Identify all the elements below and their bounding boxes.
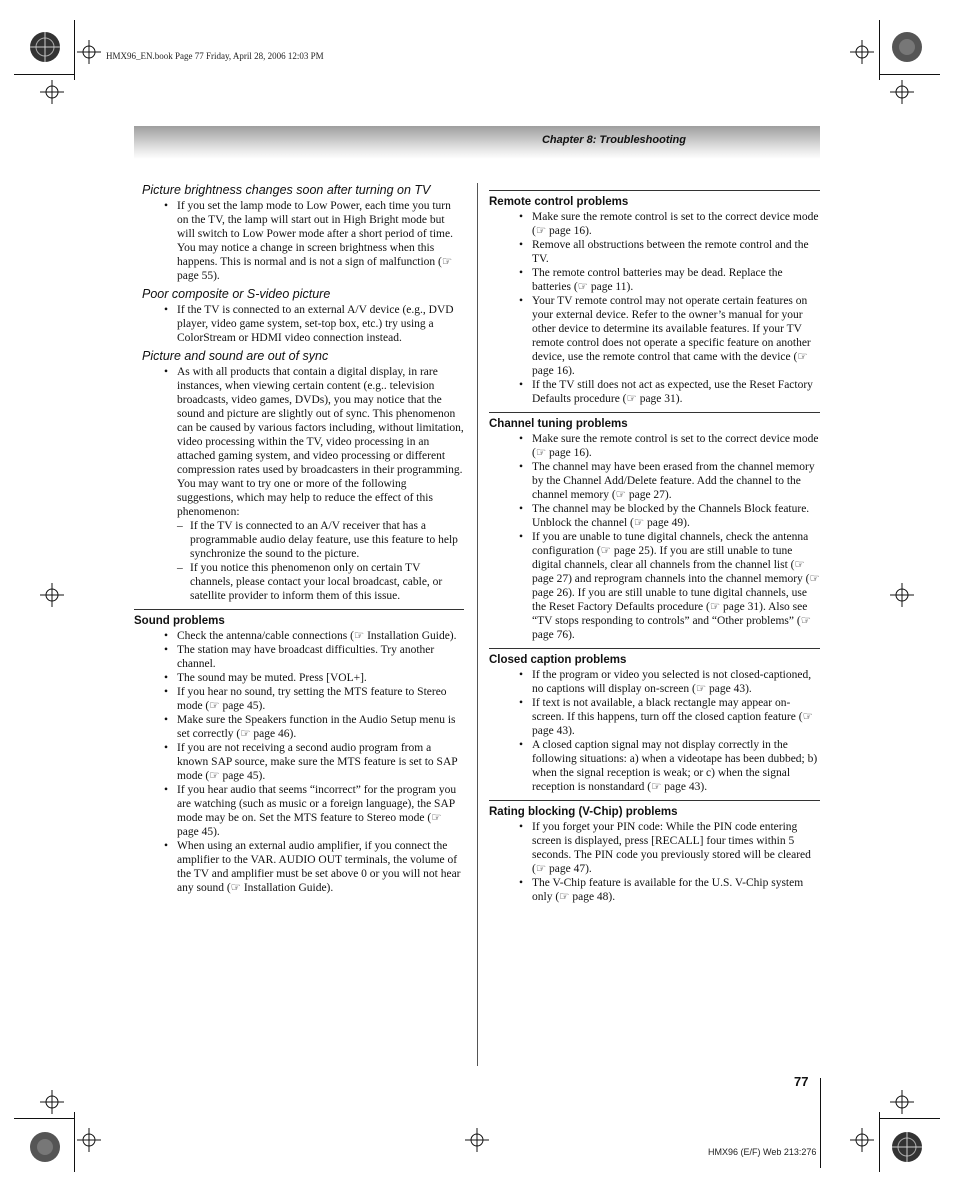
registration-dial-icon [28,1130,62,1164]
crosshair-icon [890,1090,914,1114]
crosshair-icon [465,1128,489,1152]
sound-list [134,629,464,895]
crosshair-icon [890,583,914,607]
list-item: • If you are unable to tune digital channels, check the antenna configuration (☞ page 25). If you are still unable to tune digital channels, clear all channels from the channel list (☞ page 27) and reprogram channels into the channel memory (☞ page 26). If you are still unable to tune digital channels, use the Reset Factory Defaults procedure (☞ page 31). Also see “TV stops responding to controls” and “Other problems” (☞ page 76). [489,530,820,642]
registration-dial-icon [890,30,924,64]
list-item: • When using an external audio amplifier, if you connect the amplifier to the VAR. AUDIO OUT terminals, the volume of the TV and amplifier must be set above 0 or you will not hear any sound (☞ Installation Guide). [134,839,464,895]
crosshair-icon [850,1128,874,1152]
list-item: • If the TV is connected to an external A/V device (e.g., DVD player, video game system, set-top box, etc.) try using a ColorStream or HDMI video connection instead. [134,303,464,345]
channel-heading: Channel tuning problems [489,412,820,431]
chapter-header-band [134,126,820,159]
sync-heading: Picture and sound are out of sync [142,349,329,363]
list-item: • The channel may be blocked by the Channels Block feature. Unblock the channel (☞ page 49). [489,502,820,530]
brightness-heading: Picture brightness changes soon after turning on TV [142,183,431,197]
list-item: • The channel may have been erased from the channel memory by the Channel Add/Delete feature. Add the channel to the channel memory (☞ page 27). [489,460,820,502]
caption-list [489,668,820,794]
list-item: • If you are not receiving a second audio program from a known SAP source, make sure the MTS feature is set to SAP mode (☞ page 45). [134,741,464,783]
crosshair-icon [890,80,914,104]
caption-heading: Closed caption problems [489,648,820,667]
list-item: • If you hear no sound, try setting the MTS feature to Stereo mode (☞ page 45). [134,685,464,713]
sub-list-item: – If you notice this phenomenon only on certain TV channels, please contact your local broadcast, cable, or satellite provider to inform them of this issue. [134,561,464,603]
list-item: • If you set the lamp mode to Low Power, each time you turn on the TV, the lamp will start out in High Bright mode but will switch to Low Power mode after a short period of time. You may notice a change in screen brightness when this happens. This is normal and is not a sign of malfunction (☞ page 55). [134,199,464,283]
list-item: • The V-Chip feature is available for the U.S. V-Chip system only (☞ page 48). [489,876,820,904]
left-column [134,183,464,895]
list-item: • Make sure the remote control is set to the correct device mode (☞ page 16). [489,210,820,238]
list-item: • Make sure the Speakers function in the Audio Setup menu is set correctly (☞ page 46). [134,713,464,741]
right-column [489,190,820,904]
list-item: • The sound may be muted. Press [VOL+]. [134,671,464,685]
list-item: • The remote control batteries may be dead. Replace the batteries (☞ page 11). [489,266,820,294]
crosshair-icon [77,1128,101,1152]
list-item: • If the TV still does not act as expected, use the Reset Factory Defaults procedure (☞ page 31). [489,378,820,406]
list-item: • If you forget your PIN code: While the PIN code entering screen is displayed, press [RECALL] four times within 5 seconds. The PIN code you previously stored will be cleared (☞ page 47). [489,820,820,876]
remote-heading: Remote control problems [489,190,820,209]
list-item: • Make sure the remote control is set to the correct device mode (☞ page 16). [489,432,820,460]
vchip-list [489,820,820,904]
list-item: • Your TV remote control may not operate certain features on your external device. Refer to the owner’s manual for your other device to determine its available features. If your TV remote control does not operate a specific feature on another device, use the remote control that came with the device (☞ page 16). [489,294,820,378]
list-item: • If you hear audio that seems “incorrect” for the program you are watching (such as music or a foreign language), the SAP mode may be on. Set the MTS feature to Stereo mode (☞ page 45). [134,783,464,839]
brightness-list [134,199,464,283]
file-info: HMX96_EN.book Page 77 Friday, April 28, 2006 12:03 PM [106,51,324,61]
list-item: • A closed caption signal may not display correctly in the following situations: a) when a videotape has been dubbed; b) when the signal reception is weak; or c) when the signal reception is nonstandard (☞ page 43). [489,738,820,794]
remote-list [489,210,820,406]
column-divider [477,183,478,1066]
composite-list [134,303,464,345]
crosshair-icon [77,40,101,64]
list-item: • Remove all obstructions between the remote control and the TV. [489,238,820,266]
registration-dial-icon [890,1130,924,1164]
channel-list [489,432,820,642]
crosshair-icon [850,40,874,64]
list-item: • As with all products that contain a digital display, in rare instances, when viewing certain content (e.g.. television broadcasts, video games, DVDs), you may notice that the sound and picture are slightly out of sync. This phenomenon can be caused by various factors including, without limitation, video processing within the TV, video processing in an attached gaming system, and video processing or different compression rates used by broadcasters in their programming. You may want to try one or more of the following suggestions, which may help to reduce the effect of this phenomenon: [134,365,464,519]
list-item: • The station may have broadcast difficulties. Try another channel. [134,643,464,671]
crosshair-icon [40,583,64,607]
sound-heading: Sound problems [134,609,464,628]
sync-list [134,365,464,603]
list-item: • If text is not available, a black rectangle may appear on-screen. If this happens, turn off the closed caption feature (☞ page 43). [489,696,820,738]
chapter-title: Chapter 8: Troubleshooting [541,134,686,146]
sub-list-item: – If the TV is connected to an A/V receiver that has a programmable audio delay feature, use this feature to help synchronize the sound to the picture. [134,519,464,561]
page-number: 77 [794,1074,809,1089]
list-item: • If the program or video you selected is not closed-captioned, no captions will display on-screen (☞ page 43). [489,668,820,696]
composite-heading: Poor composite or S-video picture [142,287,331,301]
crosshair-icon [40,1090,64,1114]
list-item: • Check the antenna/cable connections (☞ Installation Guide). [134,629,464,643]
vchip-heading: Rating blocking (V-Chip) problems [489,800,820,819]
registration-dial-icon [28,30,62,64]
crosshair-icon [40,80,64,104]
footer-code: HMX96 (E/F) Web 213:276 [708,1147,817,1157]
